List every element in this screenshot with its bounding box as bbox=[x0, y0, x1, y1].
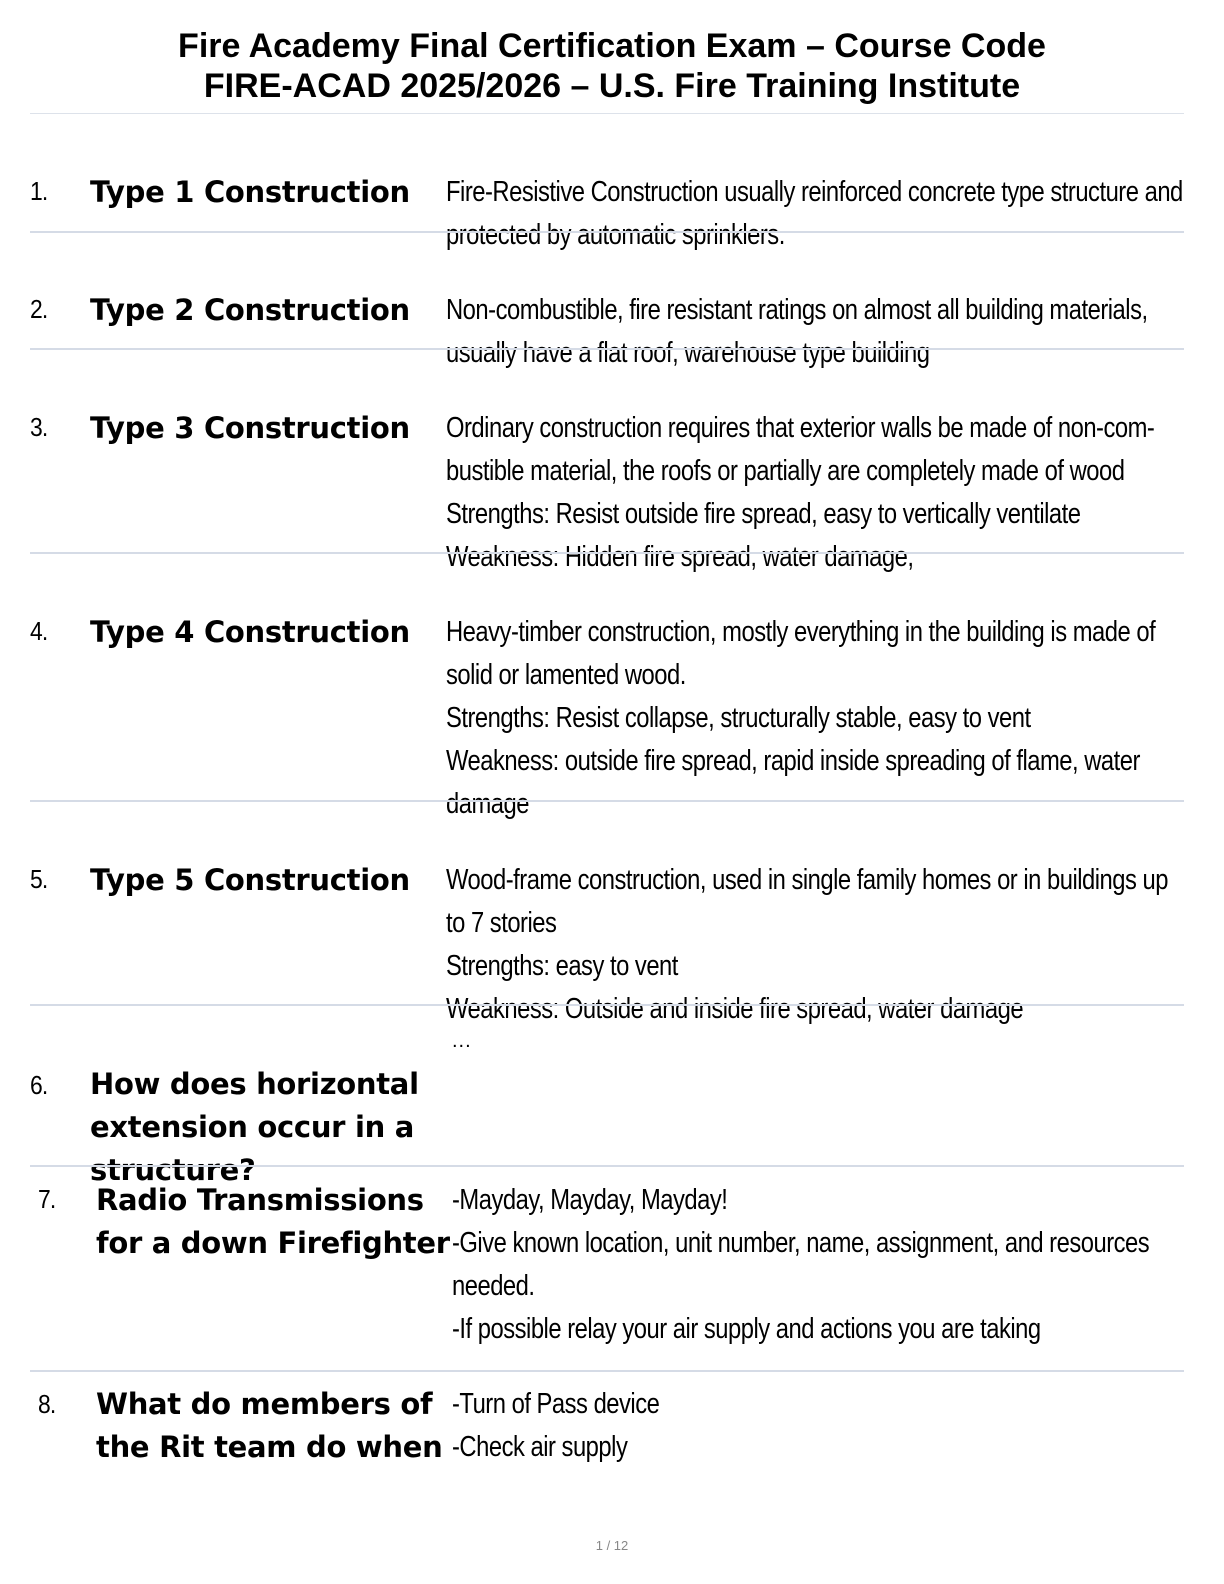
term-line: What do members of bbox=[96, 1387, 433, 1421]
item-term-2 bbox=[90, 289, 410, 332]
term-line: How does horizontal bbox=[90, 1067, 419, 1101]
title-line-2: FIRE-ACAD 2025/2026 – U.S. Fire Training Institute bbox=[203, 67, 1021, 105]
item-number-7: 7. bbox=[38, 1184, 56, 1214]
definition-line: Strengths: Resist outside fire spread, easy to vertically ventilate bbox=[446, 498, 1081, 530]
term-line: structure? bbox=[90, 1153, 256, 1187]
definition-line: Weakness: Hidden fire spread, water damage, bbox=[446, 541, 914, 573]
item-number-8: 8. bbox=[38, 1389, 56, 1419]
definition-line: Strengths: easy to vent bbox=[446, 950, 678, 982]
definition-line: needed. bbox=[452, 1270, 535, 1302]
definition-line: Weakness: outside fire spread, rapid inside spreading of flame, water bbox=[446, 745, 1140, 777]
row-divider bbox=[30, 1165, 1184, 1167]
definition-line: bustible material, the roofs or partially are completely made of wood bbox=[446, 455, 1125, 487]
definition-line: -Give known location, unit number, name, assignment, and resources bbox=[452, 1227, 1150, 1259]
title-divider bbox=[30, 113, 1184, 114]
definition-line: protected by automatic sprinklers. bbox=[446, 219, 785, 251]
item-term-4 bbox=[90, 611, 410, 654]
definition-line: Strengths: Resist collapse, structurally stable, easy to vent bbox=[446, 702, 1031, 734]
item-definition-2 bbox=[446, 289, 1151, 375]
item-number-5: 5. bbox=[30, 864, 48, 894]
item-number-2: 2. bbox=[30, 294, 48, 324]
definition-line: Ordinary construction requires that exterior walls be made of non-com- bbox=[446, 412, 1155, 444]
term-line: Type 2 Construction bbox=[90, 293, 410, 327]
item-definition-4 bbox=[446, 611, 1156, 826]
item-definition-8 bbox=[452, 1383, 1157, 1469]
item-term-6 bbox=[90, 1063, 419, 1192]
item-number-4: 4. bbox=[30, 616, 48, 646]
item-term-3 bbox=[90, 407, 410, 450]
definition-line: usually have a flat roof, warehouse type building bbox=[446, 337, 930, 369]
row-divider bbox=[30, 800, 1184, 802]
definition-line: solid or lamented wood. bbox=[446, 659, 686, 691]
item-term-1 bbox=[90, 171, 410, 214]
title-line-1: Fire Academy Final Certification Exam – Course Code bbox=[178, 27, 1046, 65]
definition-line: -Mayday, Mayday, Mayday! bbox=[452, 1184, 728, 1216]
term-line: Type 1 Construction bbox=[90, 175, 410, 209]
item-number-1: 1. bbox=[30, 176, 48, 206]
item-definition-7 bbox=[452, 1179, 1157, 1351]
definition-line: -If possible relay your air supply and actions you are taking bbox=[452, 1313, 1041, 1345]
item-term-5 bbox=[90, 859, 410, 902]
definition-line: Fire-Resistive Construction usually reinforced concrete type structure and bbox=[446, 176, 1183, 208]
term-line: for a down Firefighter bbox=[96, 1226, 450, 1260]
definition-line: to 7 stories bbox=[446, 907, 557, 939]
term-line: extension occur in a bbox=[90, 1110, 415, 1144]
item-term-7 bbox=[96, 1179, 450, 1265]
definition-line: -Turn of Pass device bbox=[452, 1388, 660, 1420]
row-divider bbox=[30, 348, 1184, 350]
item-number-6: 6. bbox=[30, 1070, 48, 1100]
term-line: Type 5 Construction bbox=[90, 863, 410, 897]
definition-line: Heavy-timber construction, mostly everything in the building is made of bbox=[446, 616, 1156, 648]
term-line: Type 4 Construction bbox=[90, 615, 410, 649]
definition-line: damage bbox=[446, 788, 529, 820]
row-divider bbox=[30, 552, 1184, 554]
row-divider bbox=[30, 1370, 1184, 1372]
item-definition-1 bbox=[446, 171, 1183, 257]
truncation-ellipsis: ... bbox=[452, 1030, 472, 1052]
document-title bbox=[0, 26, 1224, 106]
definition-line: -Check air supply bbox=[452, 1431, 628, 1463]
item-term-8 bbox=[96, 1383, 442, 1469]
definition-line: Weakness: Outside and inside fire spread, water damage bbox=[446, 993, 1024, 1025]
term-line: Radio Transmissions bbox=[96, 1183, 424, 1217]
term-line: Type 3 Construction bbox=[90, 411, 410, 445]
row-divider bbox=[30, 1004, 1184, 1006]
definition-line: Wood-frame construction, used in single family homes or in buildings up bbox=[446, 864, 1169, 896]
row-divider bbox=[30, 231, 1184, 233]
page-indicator: 1 / 12 bbox=[595, 1538, 629, 1553]
term-line: the Rit team do when bbox=[96, 1430, 443, 1464]
definition-line: Non-combustible, fire resistant ratings on almost all building materials, bbox=[446, 294, 1148, 326]
item-number-3: 3. bbox=[30, 412, 48, 442]
